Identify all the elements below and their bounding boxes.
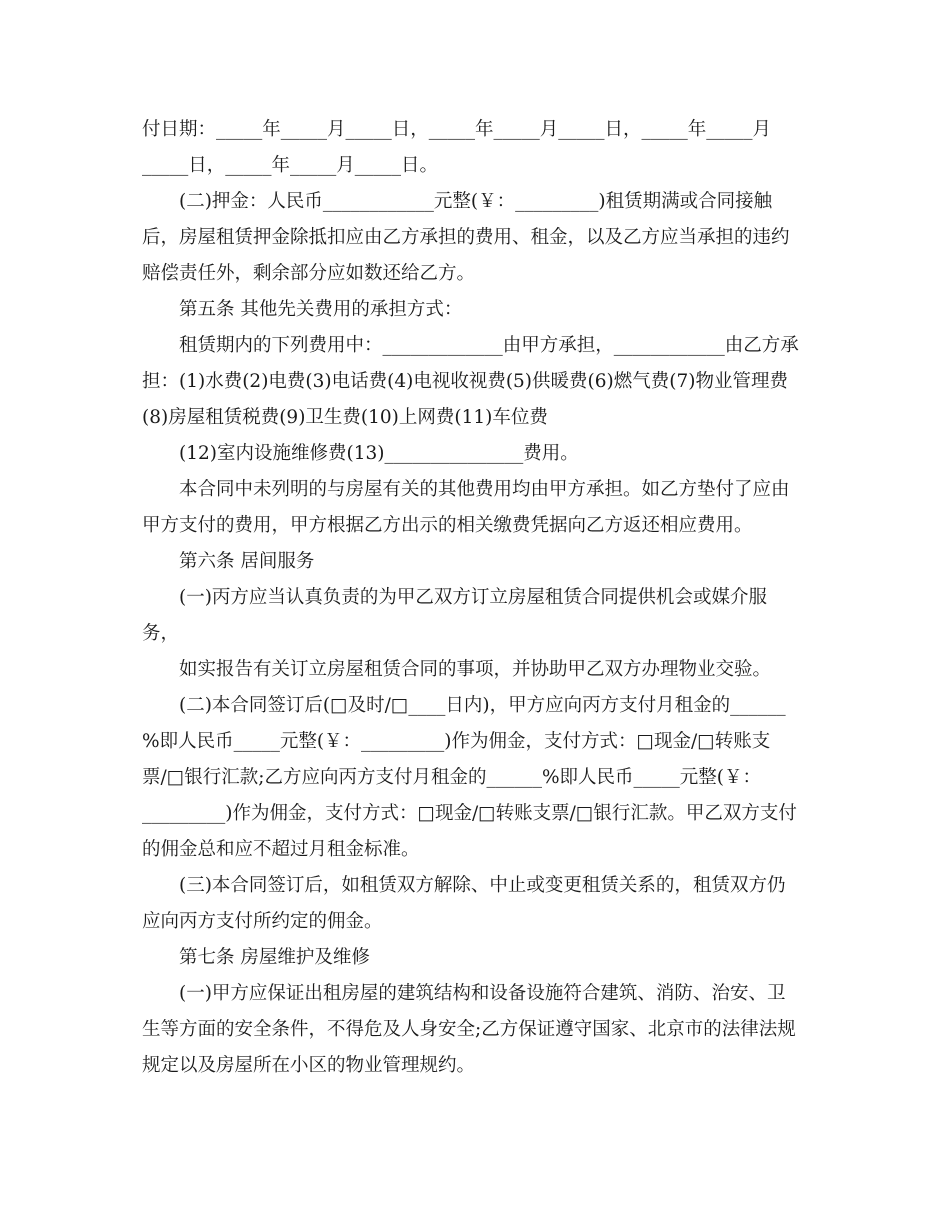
paragraph-brokerage-1: (一)丙方应当认真负责的为甲乙双方订立房屋租赁合同提供机会或媒介服 [179,587,767,608]
text-line: 票/□银行汇款;乙方应向丙方支付月租金的______%即人民币_____元整(￥： [142,767,761,788]
text-line: _________)作为佣金，支付方式：□现金/□转账支票/□银行汇款。甲乙双方支付 [142,803,797,824]
text-line: 甲方支付的费用，甲方根据乙方出示的相关缴费凭据向乙方返还相应费用。 [142,515,753,536]
text-line: %即人民币_____元整(￥：_________)作为佣金，支付方式：□现金/□转账支 [142,731,771,752]
article-5-heading: 第五条 其他先关费用的承担方式： [179,299,463,320]
text-line: 担：(1)水费(2)电费(3)电话费(4)电视收视费(5)供暖费(6)燃气费(7)物业管理费 [142,371,788,392]
text-line: 后，房屋租赁押金除抵扣应由乙方承担的费用、租金，以及乙方应当承担的违约 [142,227,790,248]
paragraph-other-fees: 本合同中未列明的与房屋有关的其他费用均由甲方承担。如乙方垫付了应由 [179,479,790,500]
document-body [142,112,822,1084]
article-6-heading: 第六条 居间服务 [179,551,315,572]
text-line: 的佣金总和应不超过月租金标准。 [142,839,420,860]
text-line: (8)房屋租赁税费(9)卫生费(10)上网费(11)车位费 [142,407,548,428]
paragraph-brokerage-3: (三)本合同签订后，如租赁双方解除、中止或变更租赁关系的，租赁双方仍 [179,875,786,896]
paragraph-maintenance-fee: (12)室内设施维修费(13)_______________费用。 [179,443,579,464]
text-line: _____日，_____年_____月_____日。 [142,155,439,176]
text-line: 务， [142,623,180,644]
text-line: 应向丙方支付所约定的佣金。 [142,911,383,932]
paragraph-deposit: (二)押金：人民币____________元整(￥：_________)租赁期满或合同接触 [179,191,773,212]
paragraph-fees: 租赁期内的下列费用中：_____________由甲方承担，____________由乙方承 [179,335,799,356]
text-line: 生等方面的安全条件，不得危及人身安全;乙方保证遵守国家、北京市的法律法规 [142,1019,796,1040]
text-line: 付日期：_____年_____月_____日，_____年_____月_____日，_____年_____月 [142,119,772,140]
paragraph-maintenance-1: (一)甲方应保证出租房屋的建筑结构和设备设施符合建筑、消防、治安、卫 [179,983,786,1004]
paragraph-brokerage-2: (二)本合同签订后(□及时/□____日内)，甲方应向丙方支付月租金的______ [179,695,786,716]
article-7-heading: 第七条 房屋维护及维修 [179,947,370,968]
paragraph-report: 如实报告有关订立房屋租赁合同的事项，并协助甲乙双方办理物业交验。 [179,659,772,680]
text-line: 赔偿责任外，剩余部分应如数还给乙方。 [142,263,476,284]
text-line: 规定以及房屋所在小区的物业管理规约。 [142,1055,476,1076]
